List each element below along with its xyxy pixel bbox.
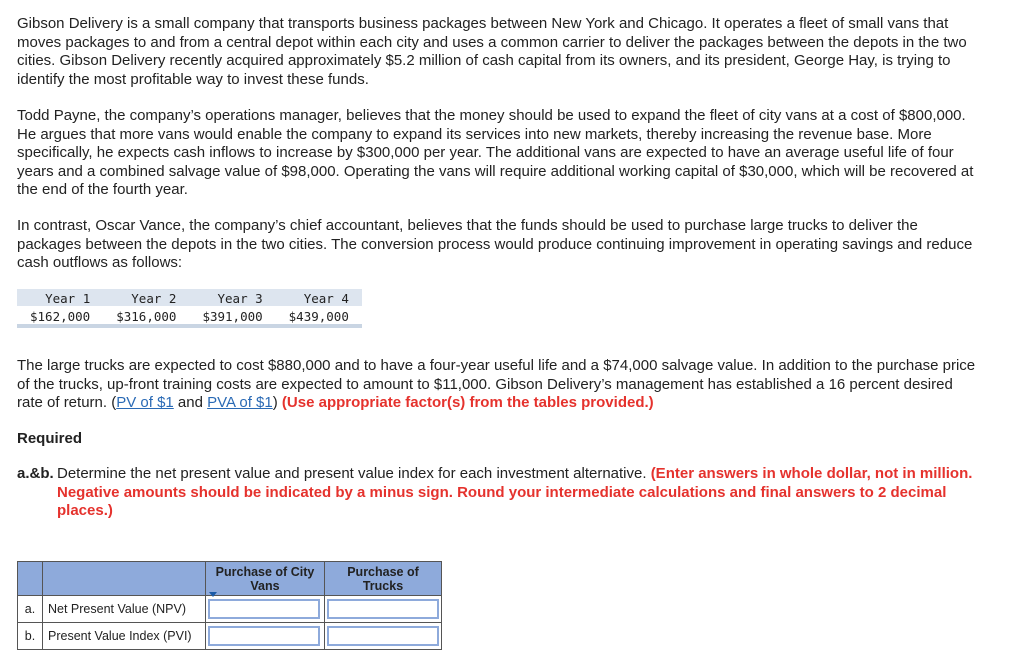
header-city-vans: Purchase of City Vans (206, 562, 325, 596)
row-letter: b. (18, 623, 43, 650)
savings-header-year-3: Year 3 (189, 289, 275, 306)
trucks-paragraph (17, 357, 977, 413)
answer-header-row (18, 562, 442, 596)
savings-value-year-3: $391,000 (189, 306, 275, 326)
answer-table (17, 561, 442, 650)
pvi-trucks-cell (325, 623, 442, 650)
pvi-trucks-input[interactable] (327, 626, 439, 646)
header-trucks: Purchase of Trucks (325, 562, 442, 596)
savings-value-year-4: $439,000 (276, 306, 362, 326)
pv-of-1-link[interactable]: PV of $1 (116, 394, 174, 411)
trucks-paragraph-text: The large trucks are expected to cost $880,000 and to have a four-year useful life and a $74,000 salvage value. In addition to the purchase price of the trucks, up-front training costs are expected to amount to $11,000. Gibson Delivery’s management has established a 16 percent desired rate of return. ( (17, 357, 976, 411)
table-row (18, 623, 442, 650)
row-label-pvi: Present Value Index (PVI) (43, 623, 206, 650)
savings-header-year-2: Year 2 (103, 289, 189, 306)
pva-of-1-link[interactable]: PVA of $1 (207, 394, 273, 411)
savings-value-year-2: $316,000 (103, 306, 189, 326)
npv-trucks-input[interactable] (327, 599, 439, 619)
savings-header-year-1: Year 1 (17, 289, 103, 306)
npv-city-vans-cell (206, 596, 325, 623)
question-body (57, 465, 977, 521)
operations-manager-paragraph: Todd Payne, the company’s operations manager, believes that the money should be used to expand the fleet of city vans at a cost of $800,000. He argues that more vans would enable the company to expand its services into new markets, thereby increasing the revenue base. More specifically, he expects cash inflows to increase by $300,000 per year. The additional vans are expected to have an average useful life of four years and a combined salvage value of $98,000. Operating the vans will require additional working capital of $30,000, which will be recovered at the end of the fourth year. (17, 107, 974, 198)
chief-accountant-paragraph: In contrast, Oscar Vance, the company’s chief accountant, believes that the funds should be used to purchase large trucks to deliver the packages between the depots in the two cities. The conversion process would produce continuing improvement in operating savings and reduce cash outflows as follows: (17, 217, 973, 271)
npv-trucks-cell (325, 596, 442, 623)
row-label-npv: Net Present Value (NPV) (43, 596, 206, 623)
trucks-paragraph-and: and (173, 394, 208, 411)
intro-paragraph: Gibson Delivery is a small company that transports business packages between New York and Chicago. It operates a fleet of small vans that moves packages to and from a central depot within each city and uses a common carrier to deliver the packages between the depots in the two cities. Gibson Delivery recently acquired approximately $5.2 million of cash capital from its owners, and its president, George Hay, is trying to identify the most profitable way to invest these funds. (17, 15, 967, 88)
npv-city-vans-input[interactable] (208, 599, 320, 619)
question-label: a.&b. (17, 465, 54, 482)
row-letter: a. (18, 596, 43, 623)
trucks-paragraph-close: ) (272, 394, 282, 411)
answer-header-blank-letter (18, 562, 43, 596)
dropdown-triangle-icon (209, 592, 217, 597)
savings-header-row (17, 289, 362, 306)
savings-table (17, 289, 362, 328)
table-row (18, 596, 442, 623)
pvi-city-vans-input[interactable] (208, 626, 320, 646)
savings-header-year-4: Year 4 (276, 289, 362, 306)
use-factors-instruction: (Use appropriate factor(s) from the tables provided.) (281, 394, 654, 411)
savings-value-row (17, 306, 362, 326)
savings-value-year-1: $162,000 (17, 306, 103, 326)
question-ab (17, 465, 977, 521)
pvi-city-vans-cell (206, 623, 325, 650)
question-instructions: (Enter answers in whole dollar, not in million. Negative amounts should be indicated by a minus sign. Round your intermediate calculations and final answers to 2 decimal places.) (57, 465, 973, 519)
question-text: Determine the net present value and present value index for each investment alternative. (57, 465, 651, 482)
answer-header-blank-label (43, 562, 206, 596)
required-heading: Required (17, 430, 83, 447)
